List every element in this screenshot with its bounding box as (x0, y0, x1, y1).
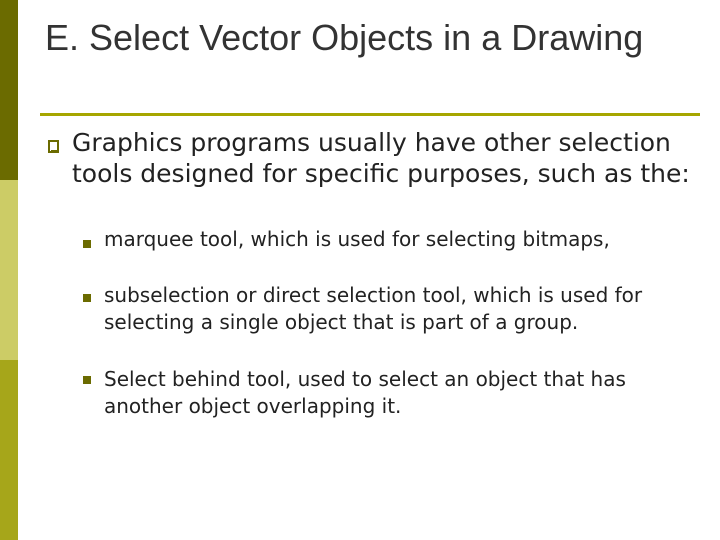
sidebar-band-top (0, 0, 18, 180)
sidebar-band-middle (0, 180, 18, 360)
filled-square-icon (83, 240, 91, 248)
sub-bullet-text: marquee tool, which is used for selecting bitmaps, (104, 227, 610, 251)
main-bullet-text: Graphics programs usually have other selection tools designed for specific purposes, such as the: (72, 128, 690, 188)
sub-bullet-text: subselection or direct selection tool, which is used for selecting a single object that is part of a group. (104, 283, 643, 334)
sidebar-band-bottom (0, 360, 18, 540)
slide-title: E. Select Vector Objects in a Drawing (45, 17, 644, 58)
filled-square-icon (83, 294, 91, 302)
title-underline (40, 113, 700, 116)
filled-square-icon (83, 376, 91, 384)
hollow-square-icon (48, 140, 60, 154)
sub-bullet-text: Select behind tool, used to select an object that has another object overlapping it. (104, 367, 626, 418)
